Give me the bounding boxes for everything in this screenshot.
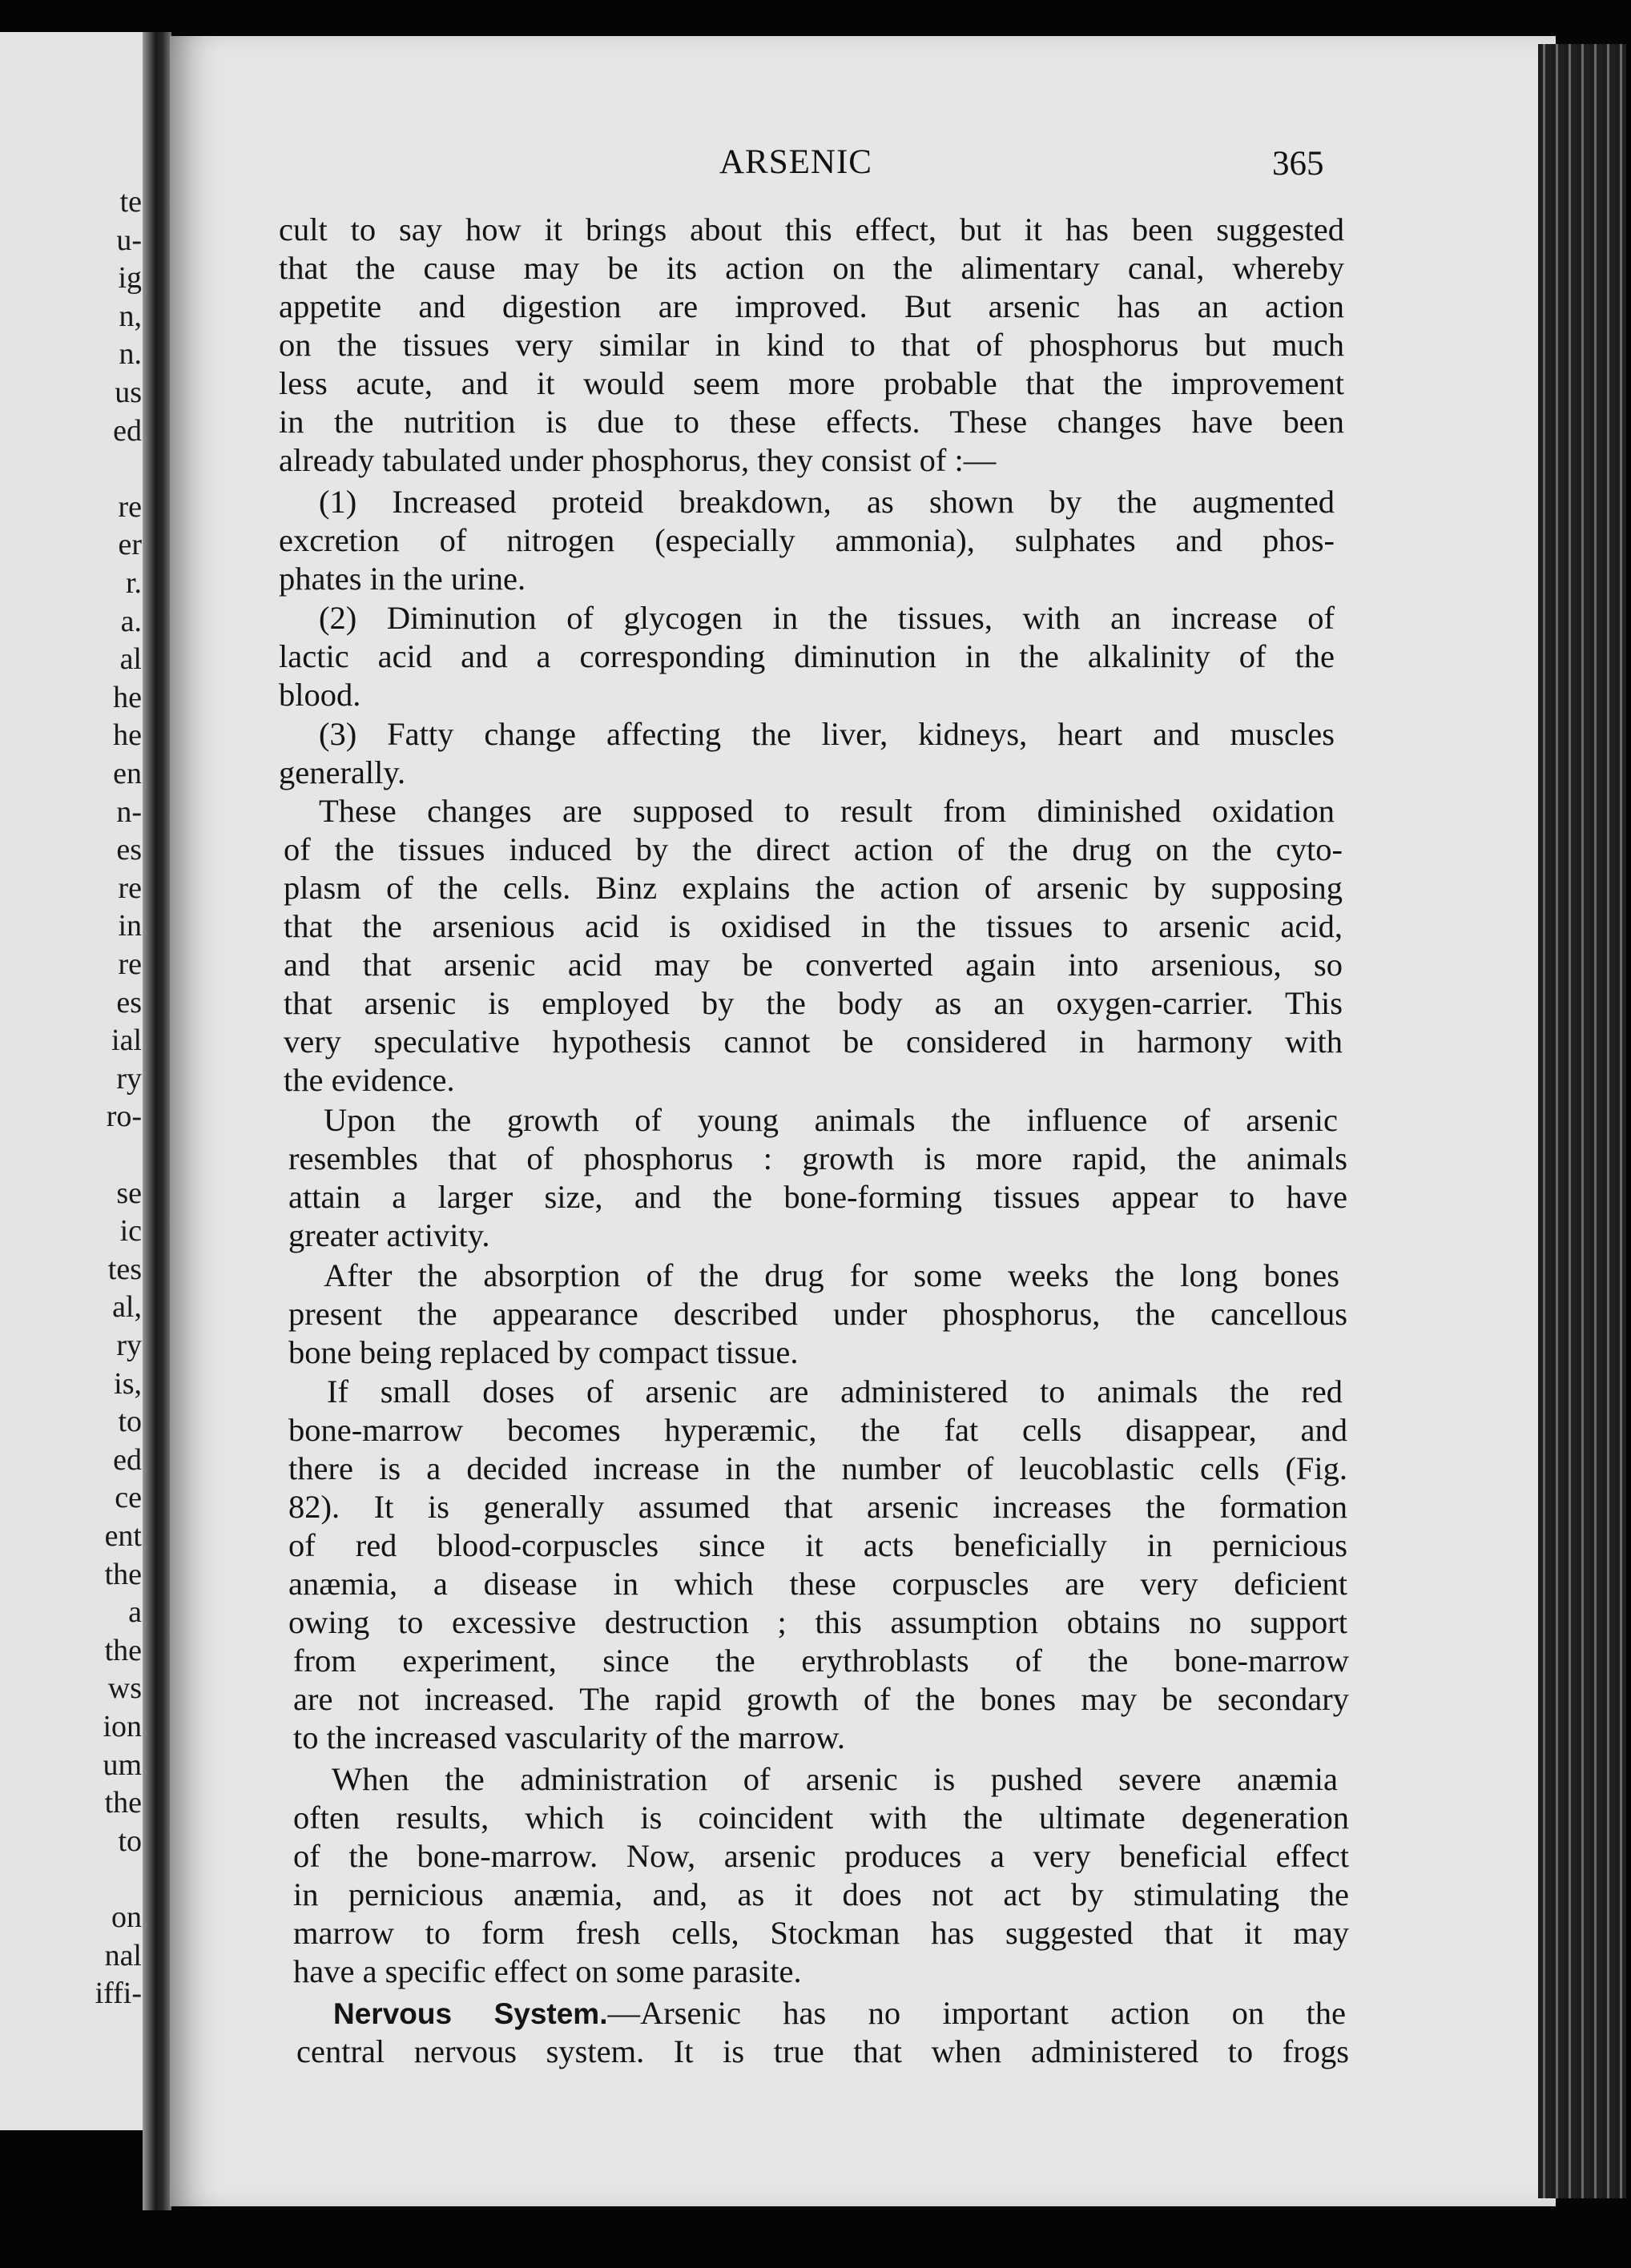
facing-page-fragment: en (113, 757, 142, 790)
text-line: bone being replaced by compact tissue. (288, 1334, 799, 1370)
facing-page-fragment: ic (119, 1214, 142, 1249)
facing-page-fragment: se (116, 1176, 142, 1210)
text-line: cult to say how it brings about this effect, but it has been suggested (279, 211, 1344, 247)
facing-page-fragment: u- (116, 223, 142, 257)
text-line: resembles that of phosphorus : growth is more rapid, the animals (288, 1140, 1347, 1176)
text-line: that the cause may be its action on the alimentary canal, whereby (279, 250, 1344, 286)
text-line: in pernicious anæmia, and, as it does not act by stimulating the (293, 1876, 1349, 1912)
text-line: greater activity. (288, 1217, 490, 1253)
facing-page-fragment: ws (107, 1671, 142, 1706)
text-line: have a specific effect on some parasite. (293, 1953, 802, 1989)
text-line: the evidence. (284, 1062, 455, 1098)
facing-page-fragment: a (128, 1595, 142, 1630)
facing-page-fragment: ig (118, 261, 142, 296)
facing-page-fragment: ry (116, 1329, 142, 1362)
facing-page-fragment: he (113, 718, 142, 753)
facing-page-fragment: ed (113, 1442, 142, 1477)
text-line: phates in the urine. (279, 561, 526, 597)
section-line (333, 1994, 1346, 2033)
facing-page-fragment: us (115, 376, 142, 409)
facing-page-fragment: er (118, 528, 142, 562)
facing-page-fragment: a. (120, 604, 142, 638)
facing-page-fragment: tes (107, 1252, 142, 1286)
text-line: and that arsenic acid may be converted again into arsenious, so (284, 947, 1343, 983)
facing-page-fragment: es (116, 985, 142, 1019)
text-line: bone-marrow becomes hyperæmic, the fat cells disappear, and (288, 1412, 1347, 1448)
facing-page-fragment: re (118, 947, 142, 981)
page-edges (1538, 44, 1626, 2198)
text-line: on the tissues very similar in kind to that of phosphorus but much (279, 327, 1344, 363)
section-line-text: —Arsenic has no important action on the (607, 1995, 1346, 2031)
text-line: there is a decided increase in the number of leucoblastic cells (Fig. (288, 1450, 1347, 1486)
facing-page-fragment: um (103, 1747, 142, 1782)
facing-page-fragment: ro- (106, 1100, 142, 1134)
facing-page-fragment: nal (104, 1938, 142, 1972)
facing-page-fragment: n. (119, 337, 142, 372)
text-line: appetite and digestion are improved. But arsenic has an action (279, 288, 1344, 324)
text-line: owing to excessive destruction ; this assumption obtains no support (288, 1604, 1347, 1640)
text-line: blood. (279, 677, 361, 713)
page-number: 365 (1272, 145, 1324, 183)
facing-page-fragment: al (119, 642, 142, 677)
facing-page-fragment: the (104, 1557, 142, 1591)
text-line: from experiment, since the erythroblasts of the bone-marrow (293, 1643, 1349, 1679)
facing-page-fragment: re (118, 489, 142, 524)
text-line: in the nutrition is due to these effects. These changes have been (279, 404, 1344, 440)
facing-page-fragment: to (118, 1824, 142, 1858)
facing-page-fragment: the (104, 1633, 142, 1667)
text-line: of the bone-marrow. Now, arsenic produces a very beneficial effect (293, 1838, 1349, 1874)
text-line: generally. (279, 754, 406, 790)
facing-page-fragment: on (111, 1900, 142, 1934)
facing-page-fragment: iffi- (95, 1976, 142, 2011)
text-line: marrow to form fresh cells, Stockman has suggested that it may (293, 1915, 1349, 1951)
facing-page-fragment: es (116, 833, 142, 867)
text-line: These changes are supposed to result from diminished oxidation (319, 793, 1335, 829)
text-line: (3) Fatty change affecting the liver, kidneys, heart and muscles (319, 716, 1335, 752)
text-line: of red blood-corpuscles since it acts beneficially in pernicious (288, 1527, 1347, 1563)
text-line: Upon the growth of young animals the influence of arsenic (324, 1102, 1338, 1138)
section-heading: Nervous System. (333, 1997, 608, 2030)
text-line: When the administration of arsenic is pushed severe anæmia (332, 1761, 1338, 1797)
facing-page-fragment: the (104, 1786, 142, 1820)
facing-page-strip (0, 32, 148, 2130)
text-line: that the arsenious acid is oxidised in the tissues to arsenic acid, (284, 908, 1343, 944)
text-line: present the appearance described under phosphorus, the cancellous (288, 1296, 1347, 1332)
text-line: often results, which is coincident with the ultimate degeneration (293, 1800, 1349, 1836)
facing-page-fragment: in (118, 909, 142, 943)
text-line: central nervous system. It is true that when administered to frogs (296, 2033, 1349, 2069)
facing-page-fragment: ce (115, 1481, 142, 1515)
text-line: lactic acid and a corresponding diminution in the alkalinity of the (279, 638, 1335, 674)
facing-page-fragment: to (118, 1405, 142, 1439)
facing-page-fragment: ial (111, 1023, 142, 1058)
facing-page-fragment: te (119, 185, 142, 219)
text-line: to the increased vascularity of the marrow. (293, 1719, 845, 1755)
text-line: are not increased. The rapid growth of the bones may be secondary (293, 1681, 1349, 1717)
text-line: excretion of nitrogen (especially ammonia), sulphates and phos- (279, 522, 1335, 558)
facing-page-fragment: al, (112, 1290, 142, 1325)
text-line: 82). It is generally assumed that arsenic increases the formation (288, 1489, 1347, 1525)
facing-page-fragment: n- (116, 794, 142, 829)
facing-page-fragment: he (113, 680, 142, 714)
text-line: less acute, and it would seem more probable that the improvement (279, 365, 1344, 401)
text-line: If small doses of arsenic are administered to animals the red (327, 1373, 1343, 1409)
text-line: very speculative hypothesis cannot be considered in harmony with (284, 1023, 1343, 1060)
facing-page-fragment: ed (113, 413, 142, 448)
running-head: ARSENIC (719, 143, 872, 181)
text-line: After the absorption of the drug for some weeks the long bones (324, 1257, 1339, 1293)
text-line: already tabulated under phosphorus, they consist of :— (279, 442, 997, 478)
text-line: that arsenic is employed by the body as an oxygen-carrier. This (284, 985, 1343, 1021)
facing-page-fragment: n, (119, 299, 142, 333)
facing-page-fragment: ry (116, 1061, 142, 1096)
book-gutter (143, 32, 171, 2210)
facing-page-fragment: ion (103, 1710, 142, 1743)
text-line: of the tissues induced by the direct action of the drug on the cyto- (284, 831, 1343, 867)
text-line: plasm of the cells. Binz explains the action of arsenic by supposing (284, 870, 1343, 906)
facing-page-fragment: re (118, 871, 142, 905)
facing-page-fragment: is, (114, 1366, 142, 1401)
text-line: attain a larger size, and the bone-forming tissues appear to have (288, 1179, 1347, 1215)
facing-page-fragment: r. (125, 566, 142, 600)
text-line: anæmia, a disease in which these corpuscles are very deficient (288, 1566, 1347, 1602)
text-line: (1) Increased proteid breakdown, as shown by the augmented (319, 484, 1335, 520)
facing-page-fragment: ent (104, 1519, 142, 1553)
text-line: (2) Diminution of glycogen in the tissues, with an increase of (319, 600, 1335, 636)
